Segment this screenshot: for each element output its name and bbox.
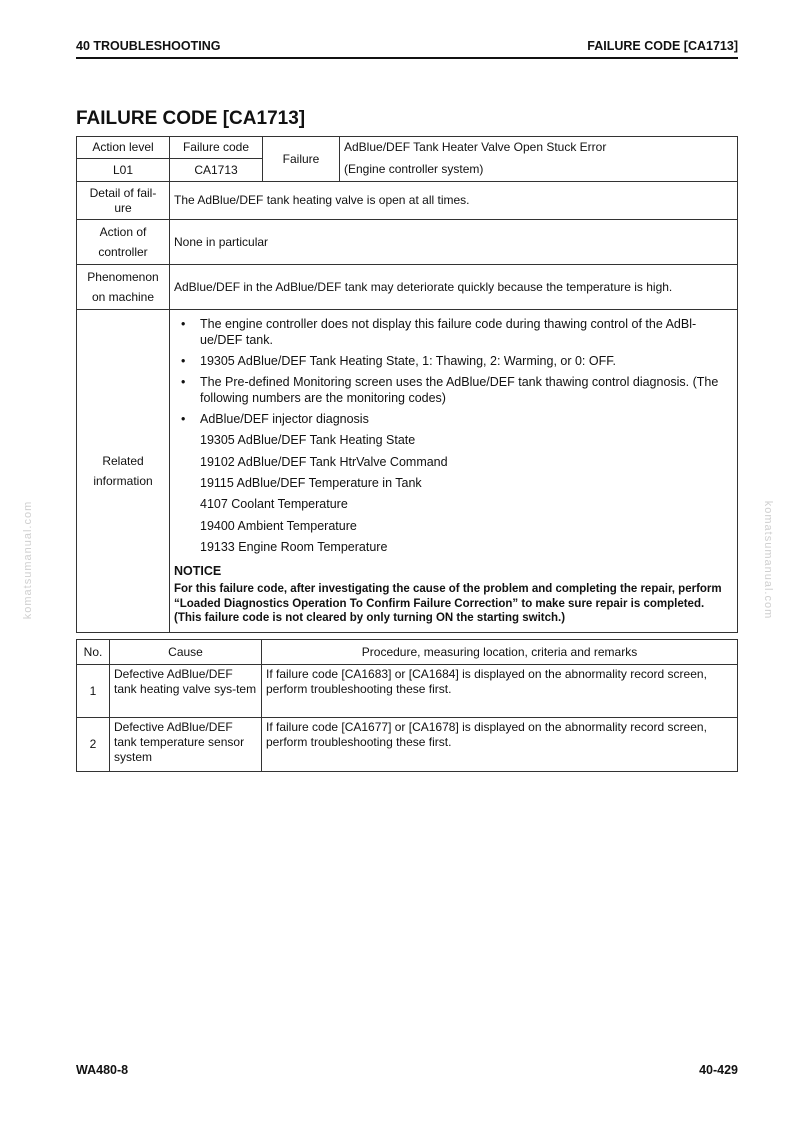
row-procedure: If failure code [CA1677] or [CA1678] is displayed on the abnormality record screen, perform troubleshooting these first. xyxy=(262,718,738,772)
header-code: FAILURE CODE [CA1713] xyxy=(587,39,738,53)
column-header-procedure: Procedure, measuring location, criteria and remarks xyxy=(262,640,738,665)
list-item: • The Pre-defined Monitoring screen uses the AdBlue/DEF tank thawing control diagnosis. (The following numbers are the monitoring codes) xyxy=(181,375,719,406)
row-procedure: If failure code [CA1683] or [CA1684] is displayed on the abnormality record screen, perform troubleshooting these first. xyxy=(262,665,738,718)
monitoring-code: 4107 Coolant Temperature xyxy=(200,497,348,512)
column-header-no: No. xyxy=(77,640,110,665)
page-title: FAILURE CODE [CA1713] xyxy=(76,108,306,129)
watermark-right: komatsumanual.com xyxy=(762,500,774,620)
list-item: • 19305 AdBlue/DEF Tank Heating State, 1: Thawing, 2: Warming, or 0: OFF. xyxy=(181,354,616,369)
table-row xyxy=(77,665,738,718)
header-section: 40 TROUBLESHOOTING xyxy=(76,39,221,53)
monitoring-code: 19102 AdBlue/DEF Tank HtrValve Command xyxy=(200,454,448,469)
table-row xyxy=(77,718,738,772)
failure-code-label: Failure code xyxy=(170,137,263,159)
monitoring-codes xyxy=(174,432,733,555)
notice-heading: NOTICE xyxy=(174,564,222,579)
failure-code-value: CA1713 xyxy=(170,159,263,182)
row-number: 2 xyxy=(77,718,110,772)
action-controller-label: Action of controller xyxy=(77,220,170,265)
row-cause: Defective AdBlue/DEF tank heating valve sys-tem xyxy=(110,665,262,718)
action-controller-value: None in particular xyxy=(170,220,738,265)
phenomenon-value: AdBlue/DEF in the AdBlue/DEF tank may deteriorate quickly because the temperature is high. xyxy=(170,265,738,310)
related-info xyxy=(170,310,738,633)
watermark-left: komatsumanual.com xyxy=(22,500,34,620)
related-bullets xyxy=(174,316,733,427)
monitoring-code: 19115 AdBlue/DEF Temperature in Tank xyxy=(200,476,422,491)
failure-system: (Engine controller system) xyxy=(340,159,738,182)
detail-label: Detail of fail-ure xyxy=(77,182,170,220)
monitoring-code: 19305 AdBlue/DEF Tank Heating State xyxy=(200,433,416,448)
monitoring-code: 19133 Engine Room Temperature xyxy=(200,540,388,555)
phenomenon-label: Phenomenon on machine xyxy=(77,265,170,310)
failure-name: AdBlue/DEF Tank Heater Valve Open Stuck Error xyxy=(340,137,738,159)
detail-value: The AdBlue/DEF tank heating valve is open at all times. xyxy=(170,182,738,220)
footer-page-number: 40-429 xyxy=(699,1063,738,1077)
cause-table xyxy=(76,639,738,772)
failure-info-table xyxy=(76,136,738,633)
notice-text: For this failure code, after investigating the cause of the problem and completing the repair, perform “Loaded Diagnostics Operation To Confirm Failure Correction” to make sure repair is completed. (This failure code is not cleared by only turning ON the starting switch.) xyxy=(174,583,722,625)
monitoring-code: 19400 Ambient Temperature xyxy=(200,518,357,533)
page-header xyxy=(76,37,738,59)
row-number: 1 xyxy=(77,665,110,718)
footer-model: WA480-8 xyxy=(76,1063,129,1077)
list-item: • The engine controller does not display this failure code during thawing control of the AdBl-ue/DEF tank. xyxy=(181,317,697,348)
action-level-label: Action level xyxy=(77,137,170,159)
row-cause: Defective AdBlue/DEF tank temperature sensor system xyxy=(110,718,262,772)
column-header-cause: Cause xyxy=(110,640,262,665)
action-level-value: L01 xyxy=(77,159,170,182)
related-info-label: Related information xyxy=(77,310,170,633)
failure-label: Failure xyxy=(263,137,340,182)
list-item: • AdBlue/DEF injector diagnosis xyxy=(181,412,369,427)
